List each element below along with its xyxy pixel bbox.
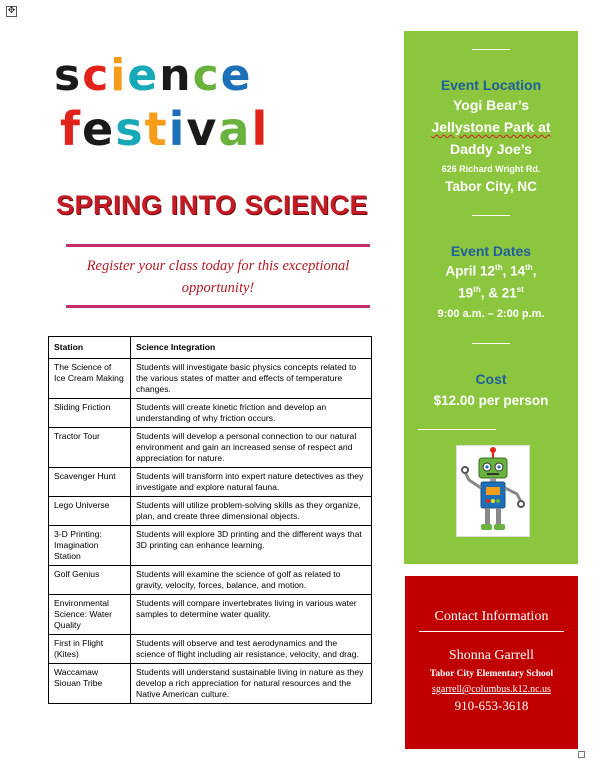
integration-cell: Students will understand sustainable living in nature as they develop a rich appreciation for natural resources and the Native American culture. <box>131 664 372 704</box>
logo-letter: i <box>168 102 187 156</box>
date-april-12: April 12 <box>445 263 496 279</box>
location-line2-wrap <box>404 119 578 135</box>
logo-letter: e <box>220 50 253 101</box>
logo-letter: s <box>54 50 83 101</box>
logo-letter: l <box>251 102 270 156</box>
event-time: 9:00 a.m. – 2:00 p.m. <box>437 308 545 320</box>
event-dates-line1 <box>404 263 578 279</box>
date-19: 19 <box>458 285 474 301</box>
cost-value: $12.00 per person <box>433 393 549 408</box>
divider <box>419 631 564 632</box>
station-cell: First in Flight (Kites) <box>49 635 131 664</box>
logo-letter: v <box>186 102 219 156</box>
contact-title: Contact Information <box>434 609 549 624</box>
date-suffix: th <box>495 263 503 272</box>
table-row <box>49 428 372 468</box>
contact-email-link[interactable]: sgarrell@columbus.k12.nc.us <box>432 684 551 695</box>
event-address: 626 Richard Wright Rd. <box>441 164 541 174</box>
page-title: SPRING INTO SCIENCE <box>55 190 369 220</box>
divider <box>66 244 370 247</box>
location-line3: Daddy Joe’s <box>450 141 532 157</box>
location-line1: Yogi Bear’s <box>453 97 529 113</box>
stations-table <box>48 336 372 704</box>
event-dates-label: Event Dates <box>450 243 532 259</box>
logo-letter: t <box>144 102 169 156</box>
station-cell: The Science of Ice Cream Making <box>49 359 131 399</box>
integration-cell: Students will examine the science of golf as related to gravity, velocity, forces, balance, and motion. <box>131 566 372 595</box>
location-line2: Jellystone Park at <box>431 119 551 135</box>
station-cell: Waccamaw Siouan Tribe <box>49 664 131 704</box>
robot-illustration <box>456 445 530 537</box>
logo-letter: c <box>192 50 221 101</box>
table-row <box>49 566 372 595</box>
station-cell: Golf Genius <box>49 566 131 595</box>
logo-letter: a <box>218 102 252 156</box>
table-row <box>49 359 372 399</box>
station-cell: Scavenger Hunt <box>49 468 131 497</box>
logo-letter: s <box>115 102 145 156</box>
integration-cell: Students will explore 3D printing and the different ways that 3D printing can enhance learning. <box>131 526 372 566</box>
date-21: , & 21 <box>480 285 517 301</box>
logo-letter: e <box>127 50 160 101</box>
table-row <box>49 526 372 566</box>
contact-school: Tabor City Elementary School <box>429 669 554 679</box>
divider <box>472 343 510 344</box>
logo-festival-word <box>60 102 270 156</box>
date-suffix: st <box>516 285 524 294</box>
resize-handle[interactable] <box>578 751 585 758</box>
table-row <box>49 468 372 497</box>
logo-letter: e <box>82 102 116 156</box>
station-cell: Lego Universe <box>49 497 131 526</box>
event-dates-line2 <box>404 285 578 301</box>
event-location-label: Event Location <box>440 77 542 93</box>
table-header-row <box>49 337 372 359</box>
divider <box>66 305 370 308</box>
integration-cell: Students will utilize problem-solving skills as they organize, plan, and create three dimensional objects. <box>131 497 372 526</box>
integration-cell: Students will investigate basic physics concepts related to the various states of matter and effects of temperature changes. <box>131 359 372 399</box>
station-cell: Tractor Tour <box>49 428 131 468</box>
logo-science-word <box>54 50 253 101</box>
contact-phone: 910-653-3618 <box>454 698 529 713</box>
contact-panel <box>405 576 578 749</box>
table-row <box>49 595 372 635</box>
date-suffix: th <box>525 263 533 272</box>
integration-cell: Students will create kinetic friction and develop an understanding of why friction occurs. <box>131 399 372 428</box>
event-info-panel <box>404 31 578 564</box>
register-text: Register your class today for this exceptional opportunity! <box>86 258 350 296</box>
table-row <box>49 399 372 428</box>
station-cell: 3-D Printing: Imagination Station <box>49 526 131 566</box>
station-cell: Environmental Science: Water Quality <box>49 595 131 635</box>
logo-letter: f <box>60 102 83 156</box>
contact-name: Shonna Garrell <box>448 648 535 663</box>
table-move-handle[interactable]: ✥ <box>7 6 16 16</box>
integration-cell: Students will transform into expert nature detectives as they investigate and explore natural fauna. <box>131 468 372 497</box>
logo-letter: n <box>159 50 193 101</box>
science-festival-logo <box>48 50 388 170</box>
integration-cell: Students will observe and test aerodynamics and the science of flight including air resistance, velocity, and drag. <box>131 635 372 664</box>
logo-letter: i <box>110 50 128 101</box>
divider <box>472 49 510 50</box>
table-row <box>49 664 372 704</box>
station-cell: Sliding Friction <box>49 399 131 428</box>
date-comma: , <box>532 263 537 279</box>
logo-letter: c <box>82 50 111 101</box>
robot-icon <box>457 446 529 536</box>
event-city: Tabor City, NC <box>445 179 537 194</box>
integration-header: Science Integration <box>131 337 372 359</box>
table-row <box>49 635 372 664</box>
station-header: Station <box>49 337 131 359</box>
table-row <box>49 497 372 526</box>
cost-label: Cost <box>475 371 507 387</box>
divider <box>472 215 510 216</box>
divider <box>418 429 496 430</box>
date-suffix: th <box>473 285 481 294</box>
integration-cell: Students will develop a personal connection to our natural environment and gain an increased sense of respect and appreciation for nature. <box>131 428 372 468</box>
integration-cell: Students will compare invertebrates living in various water samples to determine water quality. <box>131 595 372 635</box>
date-14: , 14 <box>502 263 526 279</box>
